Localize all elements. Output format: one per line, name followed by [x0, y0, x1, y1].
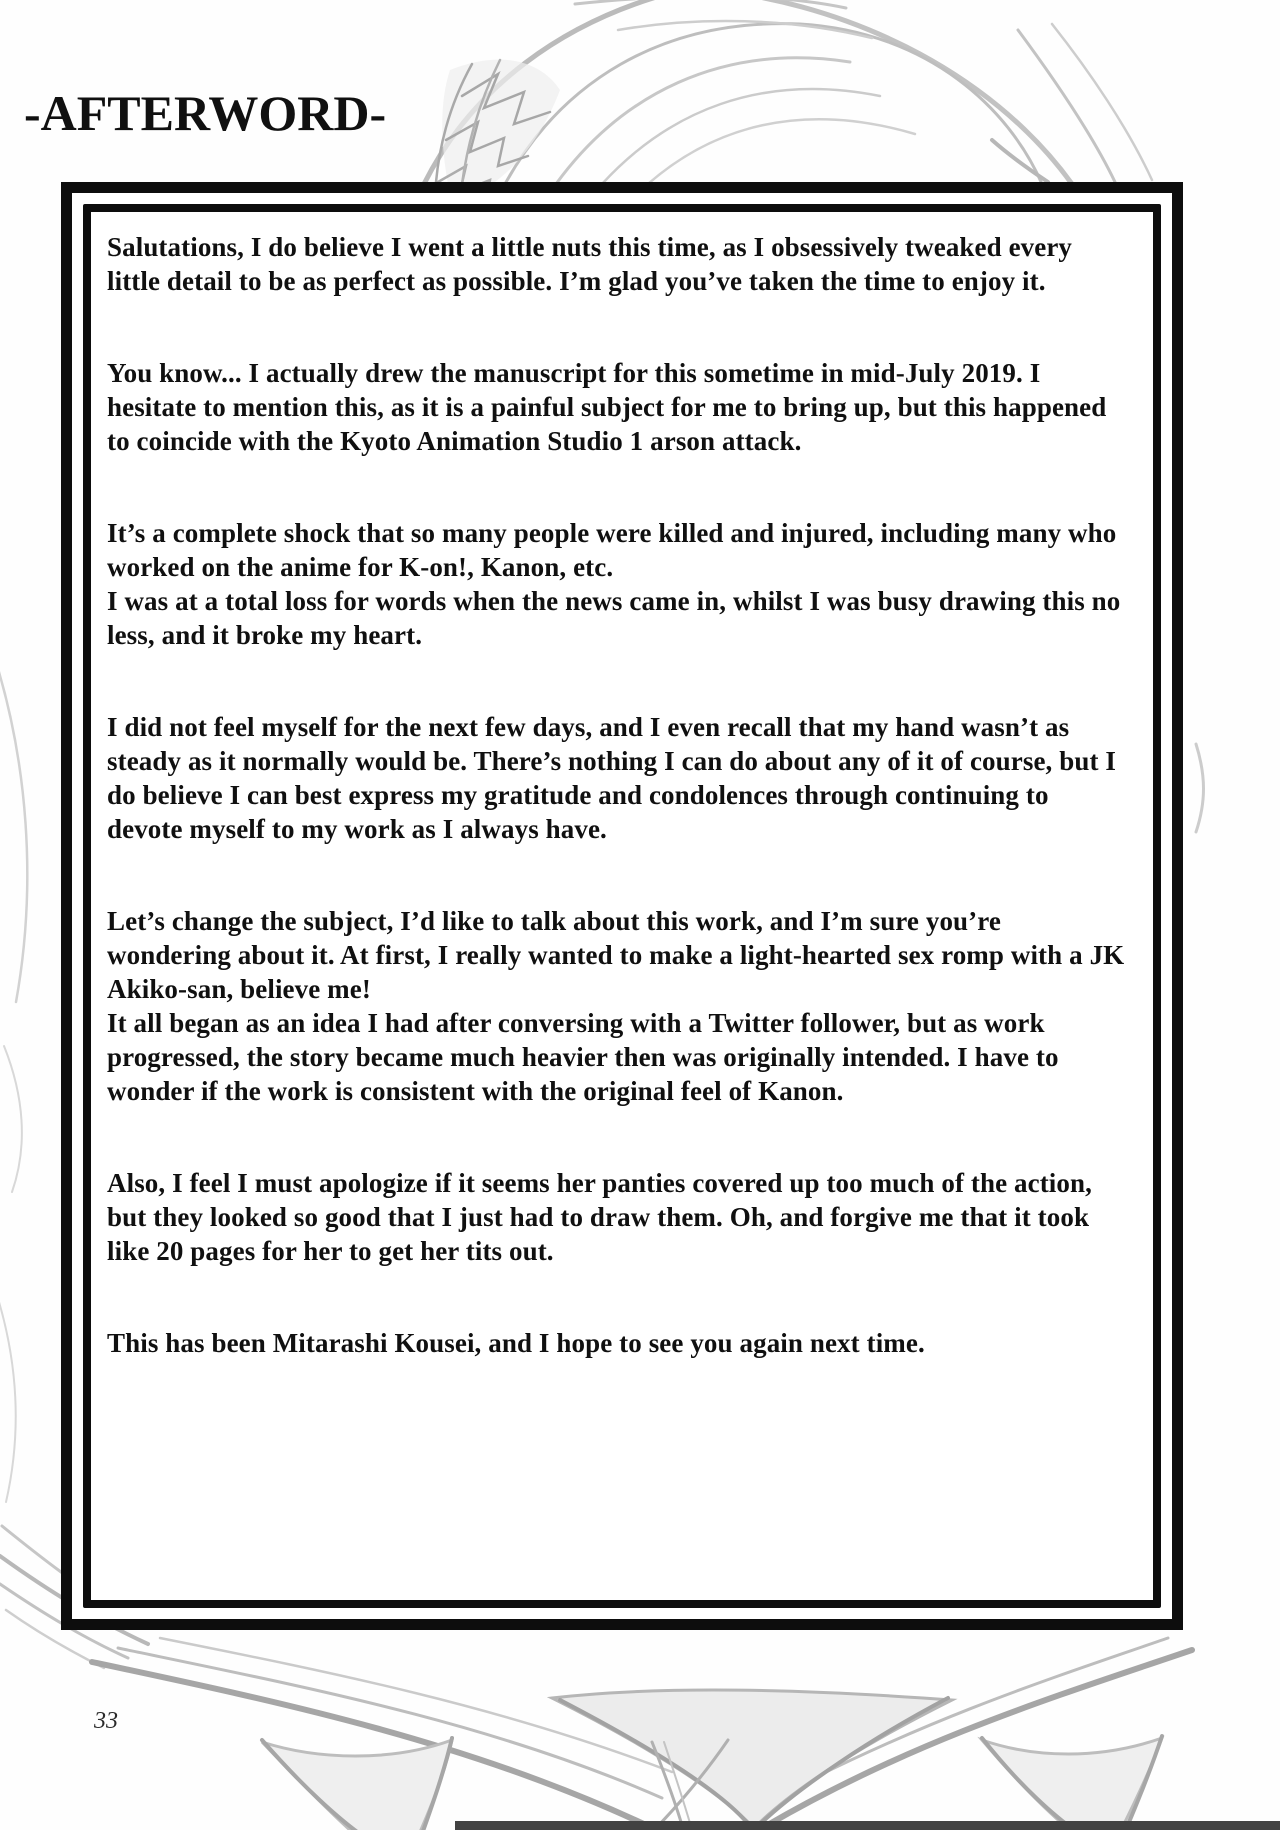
paragraph	[107, 516, 1127, 652]
paragraph	[107, 1166, 1127, 1268]
scan-edge-bar	[455, 1821, 1280, 1830]
paragraph	[107, 356, 1127, 458]
paragraph-text: It all began as an idea I had after conversing with a Twitter follower, but as work progressed, the story became much heavier then was originally intended. I have to wonder if the work is consistent with the original feel of Kanon.	[107, 1008, 1059, 1106]
page-title: -AFTERWORD-	[24, 85, 387, 141]
paragraph-text: It’s a complete shock that so many people were killed and injured, including many who worked on the anime for K-on!, Kanon, etc.	[107, 518, 1117, 582]
paragraph	[107, 904, 1127, 1108]
paragraph-text: Salutations, I do believe I went a little nuts this time, as I obsessively tweaked every little detail to be as perfect as possible. I’m glad you’ve taken the time to enjoy it.	[107, 232, 1073, 296]
page-number: 33	[94, 1708, 118, 1734]
paragraph-text: I was at a total loss for words when the news came in, whilst I was busy drawing this no less, and it broke my heart.	[107, 586, 1121, 650]
afterword-frame	[61, 182, 1183, 1630]
paragraph	[107, 1326, 1127, 1360]
paragraph-text: This has been Mitarashi Kousei, and I hope to see you again next time.	[107, 1328, 925, 1358]
afterword-frame-inner	[83, 204, 1161, 1608]
paragraph	[107, 230, 1127, 298]
paragraph-text: You know... I actually drew the manuscript for this sometime in mid-July 2019. I hesitate to mention this, as it is a painful subject for me to bring up, but this happened to coincide with the Kyoto Animation Studio 1 arson attack.	[107, 358, 1107, 456]
hair-sketch	[424, 0, 1152, 204]
paragraph-text: I did not feel myself for the next few days, and I even recall that my hand wasn’t as steady as it normally would be. There’s nothing I can do about any of it of course, but I do believe I can best express my gratitude and condolences through continuing to devote myself to my work as I always have.	[107, 712, 1117, 844]
paragraph-text: Let’s change the subject, I’d like to talk about this work, and I’m sure you’re wondering about it. At first, I really wanted to make a light-hearted sex romp with a JK Akiko-san, believe me!	[107, 906, 1125, 1004]
paragraph-text: Also, I feel I must apologize if it seems her panties covered up too much of the action, but they looked so good that I just had to draw them. Oh, and forgive me that it took like 20 pages for her to get her tits out.	[107, 1168, 1092, 1266]
paragraph	[107, 710, 1127, 846]
afterword-text	[107, 230, 1127, 1360]
